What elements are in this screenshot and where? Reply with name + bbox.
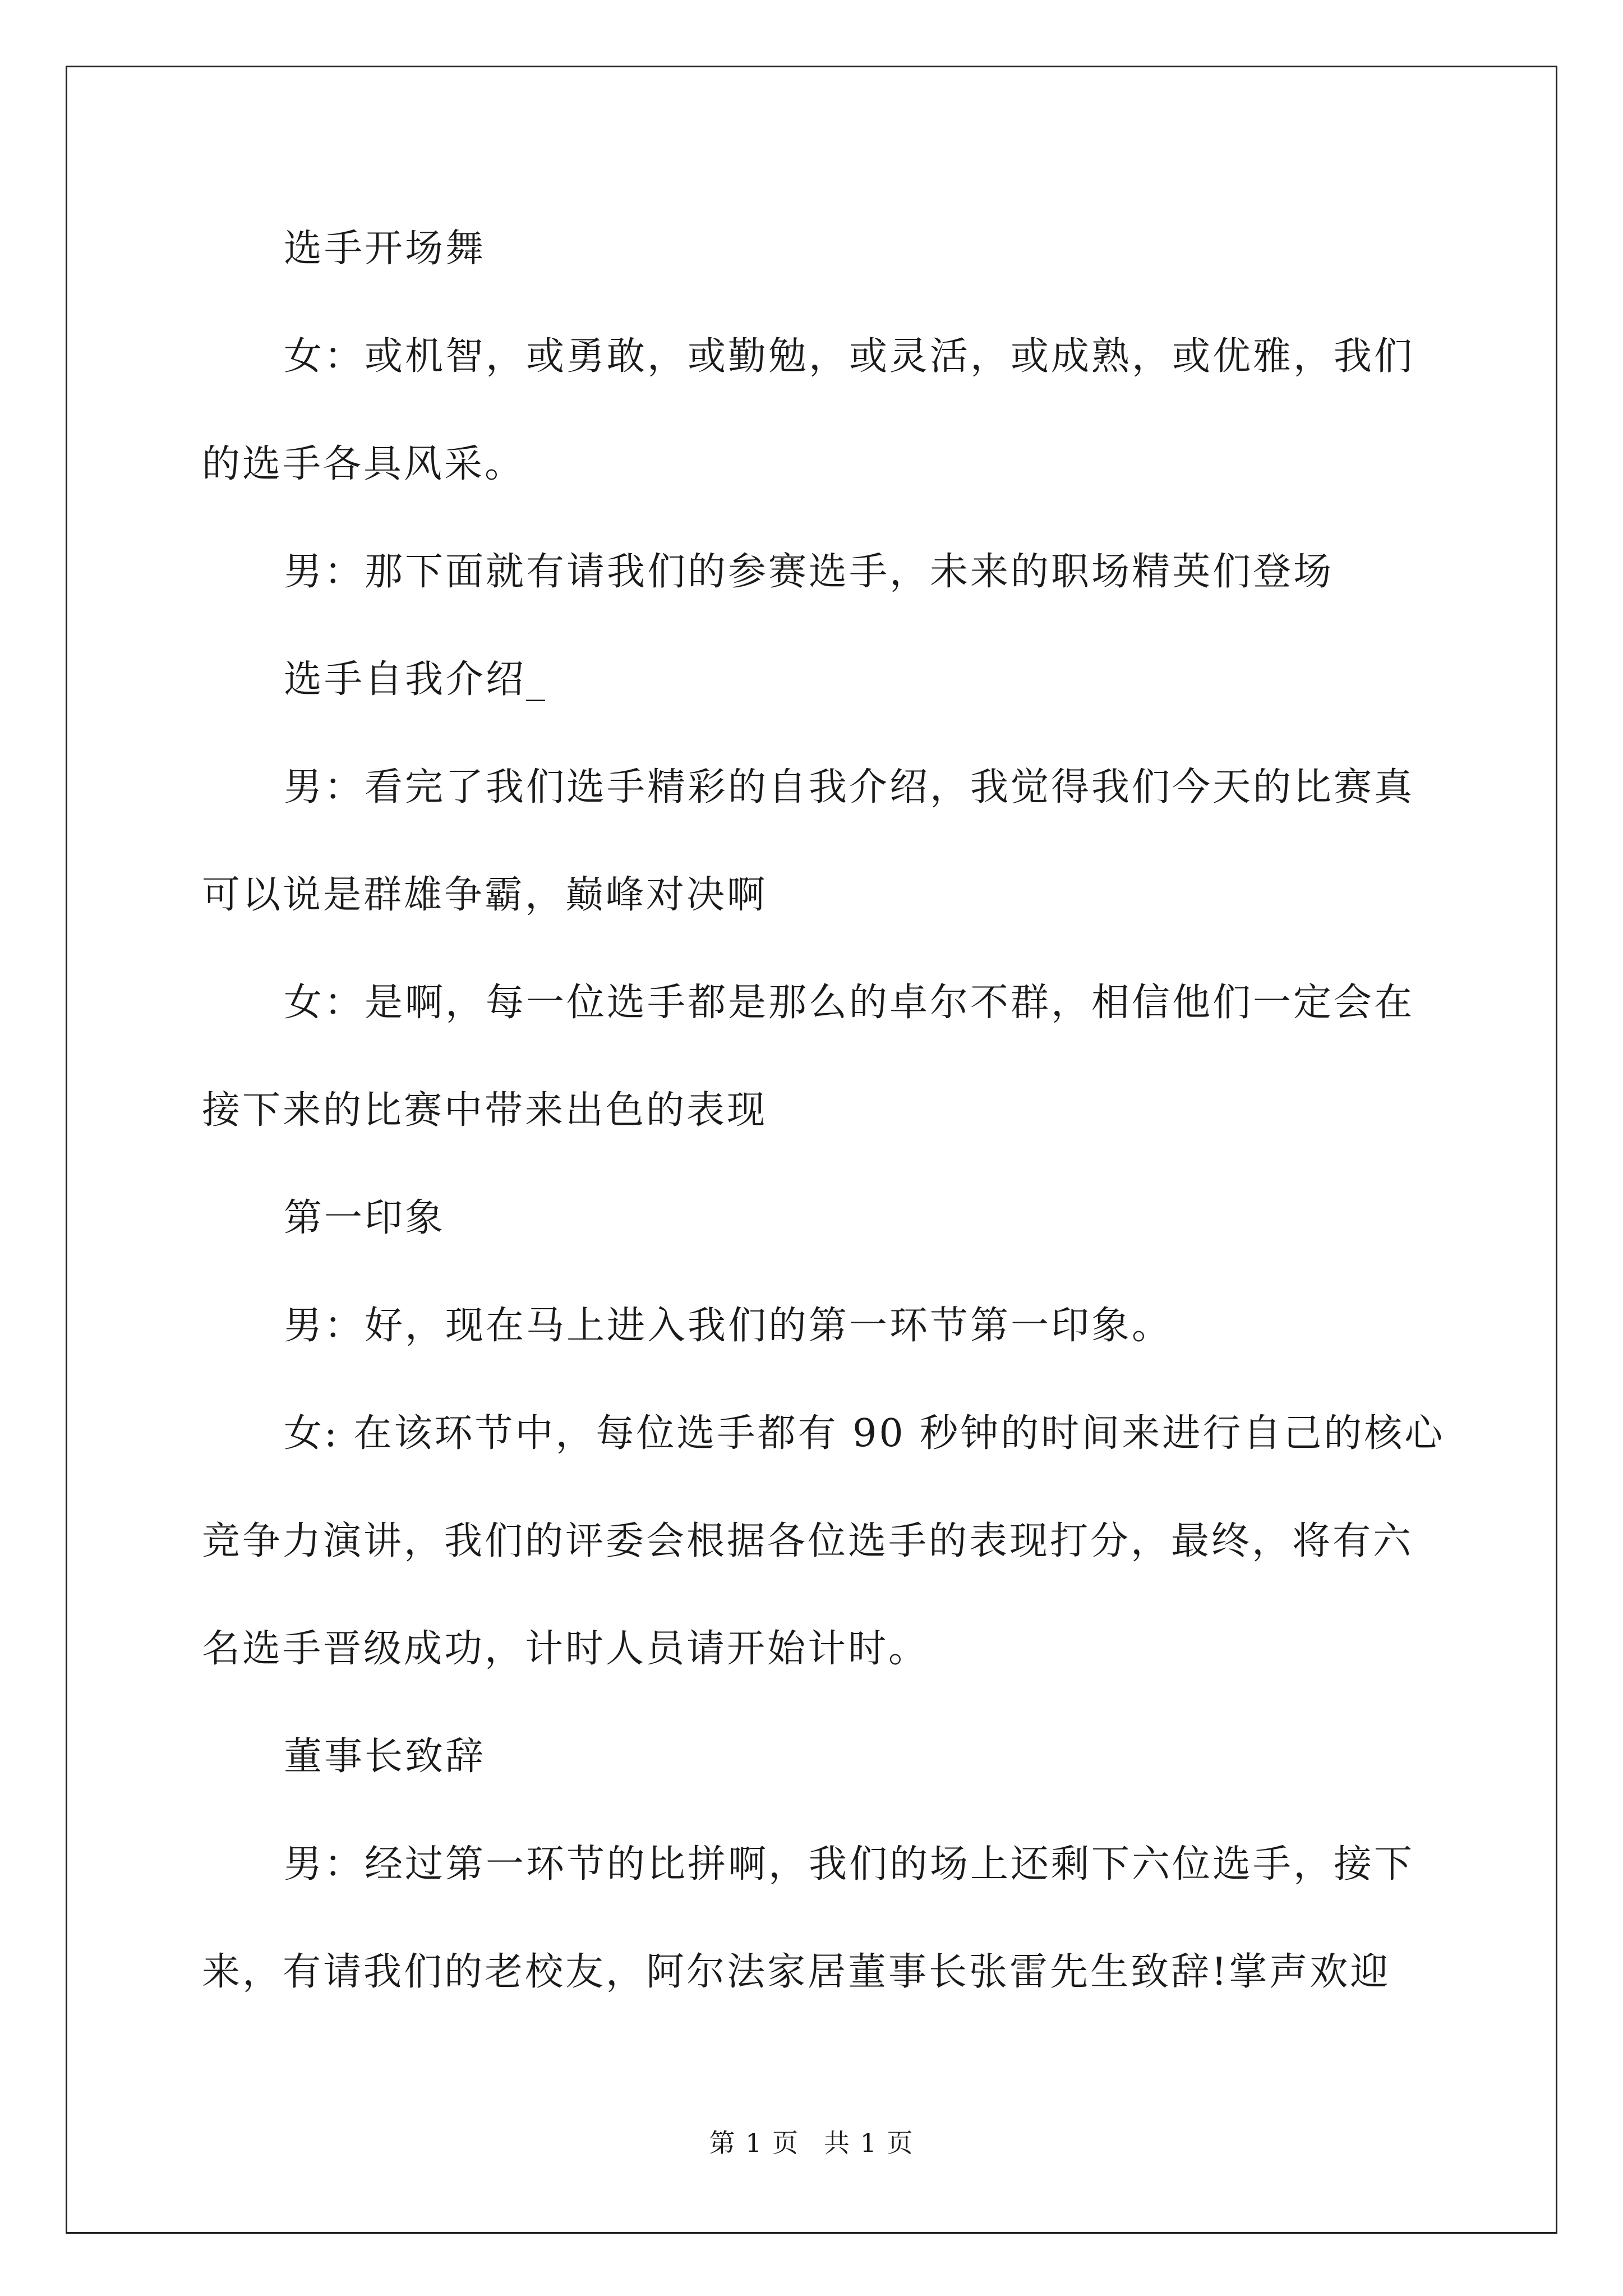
paragraph-line: 女：或机智，或勇敢，或勤勉，或灵活，或成熟，或优雅，我们 xyxy=(284,334,1415,379)
paragraph-line: 男：那下面就有请我们的参赛选手，未来的职场精英们登场 xyxy=(284,550,1334,594)
paragraph-line: 男：经过第一环节的比拼啊，我们的场上还剩下六位选手，接下 xyxy=(284,1842,1415,1887)
paragraph-line: 接下来的比赛中带来出色的表现 xyxy=(202,1088,768,1133)
paragraph-line: 竞争力演讲，我们的评委会根据各位选手的表现打分，最终，将有六 xyxy=(202,1519,1414,1563)
page-border xyxy=(66,66,1557,2234)
paragraph-line: 可以说是群雄争霸，巅峰对决啊 xyxy=(202,873,768,917)
page-number: 第 1 页 xyxy=(709,2128,799,2158)
page-total: 共 1 页 xyxy=(824,2128,914,2158)
section-heading: 选手开场舞 xyxy=(284,227,486,271)
section-heading: 选手自我介绍_ xyxy=(284,657,548,702)
paragraph-line: 女: 在该环节中，每位选手都有 90 秒钟的时间来进行自己的核心 xyxy=(284,1411,1445,1456)
paragraph-line: 男：好，现在马上进入我们的第一环节第一印象。 xyxy=(284,1304,1173,1348)
paragraph-line: 男：看完了我们选手精彩的自我介绍，我觉得我们今天的比赛真 xyxy=(284,765,1415,809)
paragraph-line: 名选手晋级成功，计时人员请开始计时。 xyxy=(202,1627,929,1671)
paragraph-line: 来，有请我们的老校友，阿尔法家居董事长张雷先生致辞!掌声欢迎 xyxy=(202,1950,1391,1994)
section-heading: 董事长致辞 xyxy=(284,1734,486,1779)
page-footer xyxy=(0,2126,1623,2160)
paragraph-line: 女：是啊，每一位选手都是那么的卓尔不群，相信他们一定会在 xyxy=(284,981,1415,1025)
paragraph-line: 的选手各具风采。 xyxy=(202,442,525,486)
section-heading: 第一印象 xyxy=(284,1196,446,1240)
